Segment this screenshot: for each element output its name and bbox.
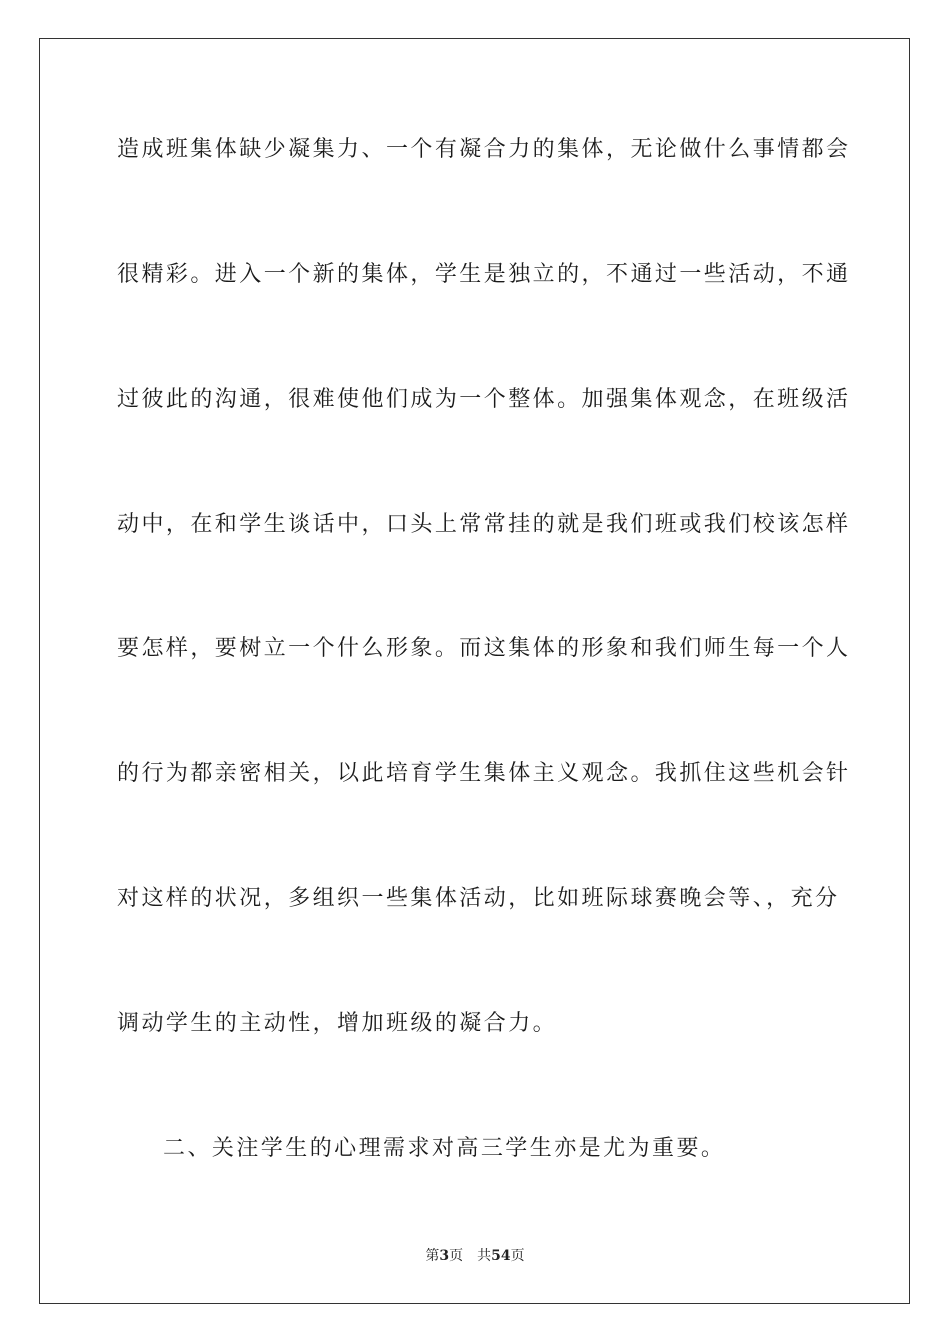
total-label-prefix: 共: [477, 1248, 492, 1264]
page-label-prefix: 第: [425, 1248, 440, 1264]
paragraph-line: 动中，在和学生谈话中，口头上常常挂的就是我们班或我们校该怎样: [117, 512, 851, 537]
section-heading-line: 二、关注学生的心理需求对高三学生亦是尤为重要。: [163, 1136, 726, 1161]
paragraph-line: 要怎样，要树立一个什么形象。而这集体的形象和我们师生每一个人: [117, 636, 851, 661]
paragraph-line: 过彼此的沟通，很难使他们成为一个整体。加强集体观念，在班级活: [117, 387, 851, 412]
paragraph-line: 的行为都亲密相关，以此培育学生集体主义观念。我抓住这些机会针: [117, 761, 851, 786]
total-pages-number: 54: [491, 1248, 511, 1264]
page-label-suffix: 页: [449, 1248, 464, 1264]
paragraph-line: 对这样的状况，多组织一些集体活动，比如班际球赛晚会等、，充分: [117, 886, 840, 911]
page-footer: [0, 1246, 950, 1266]
paragraph-line: 很精彩。进入一个新的集体，学生是独立的，不通过一些活动，不通: [117, 262, 851, 287]
paragraph-line: 调动学生的主动性，增加班级的凝合力。: [117, 1011, 558, 1036]
current-page-number: 3: [439, 1248, 450, 1264]
total-label-suffix: 页: [510, 1248, 525, 1264]
paragraph-line: 造成班集体缺少凝集力、一个有凝合力的集体，无论做什么事情都会: [117, 137, 851, 162]
